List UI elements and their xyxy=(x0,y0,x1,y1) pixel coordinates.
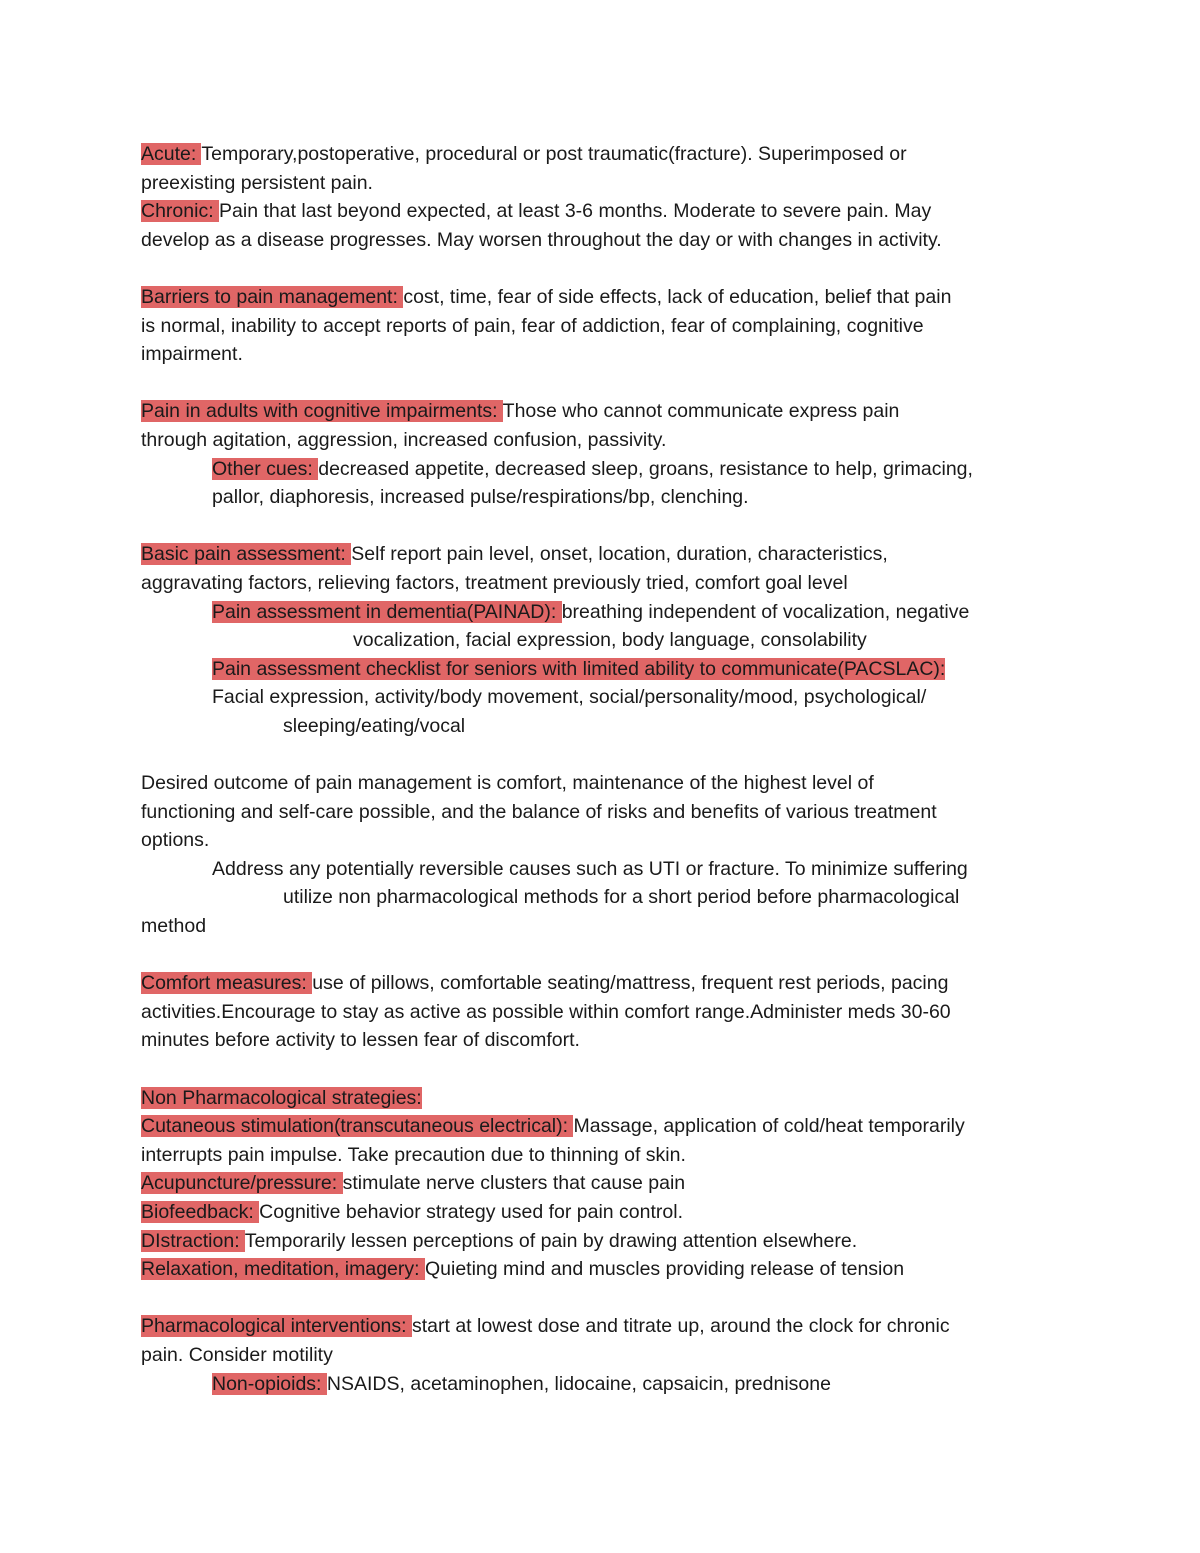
text-line xyxy=(141,197,1071,226)
line-text: Facial expression, activity/body movement, social/personality/mood, psychological/ xyxy=(212,686,927,709)
line-text: Quieting mind and muscles providing release of tension xyxy=(424,1258,905,1281)
line-text: functioning and self-care possible, and the balance of risks and benefits of various treatment xyxy=(141,800,937,823)
text-line xyxy=(141,540,1071,569)
text-line xyxy=(141,769,1071,798)
text-line xyxy=(141,140,1071,169)
text-line xyxy=(141,1255,1071,1284)
text-line xyxy=(141,1084,1071,1113)
line-text: vocalization, facial expression, body language, consolability xyxy=(353,629,867,652)
text-line xyxy=(141,1026,1071,1055)
line-text: interrupts pain impulse. Take precaution due to thinning of skin. xyxy=(141,1143,686,1166)
text-line xyxy=(141,998,1071,1027)
highlighted-term: Acute: xyxy=(141,143,202,165)
highlighted-term: Comfort measures: xyxy=(141,972,313,995)
line-text: sleeping/eating/vocal xyxy=(283,714,466,737)
line-text: Desired outcome of pain management is comfort, maintenance of the highest level of xyxy=(141,772,874,795)
line-text: start at lowest dose and titrate up, around the clock for chronic xyxy=(411,1315,950,1338)
highlighted-term: Pharmacological interventions: xyxy=(141,1315,412,1338)
line-text: Temporarily lessen perceptions of pain by drawing attention elsewhere. xyxy=(244,1229,858,1252)
line-text: Self report pain level, onset, location, duration, characteristics, xyxy=(351,543,888,566)
highlighted-term: Chronic: xyxy=(141,200,220,223)
text-line xyxy=(141,312,1071,341)
highlighted-term: Other cues: xyxy=(212,457,319,480)
highlighted-term: Acupuncture/pressure: xyxy=(141,1172,343,1195)
highlighted-term: DIstraction: xyxy=(141,1229,245,1252)
text-line xyxy=(141,1169,1071,1198)
text-line xyxy=(141,426,1071,455)
line-text: preexisting persistent pain. xyxy=(141,171,373,194)
text-line xyxy=(141,169,1071,198)
text-line xyxy=(141,1312,1071,1341)
text-line xyxy=(141,683,1071,712)
text-line xyxy=(141,912,1071,941)
line-text: pain. Consider motility xyxy=(141,1343,333,1366)
blank-line xyxy=(141,369,1071,398)
line-text: decreased appetite, decreased sleep, groans, resistance to help, grimacing, xyxy=(318,457,973,480)
line-text: use of pillows, comfortable seating/mattress, frequent rest periods, pacing xyxy=(312,972,949,995)
line-text: develop as a disease progresses. May worsen throughout the day or with changes in activity. xyxy=(141,228,942,251)
text-line xyxy=(141,283,1071,312)
text-line xyxy=(141,855,1071,884)
blank-line xyxy=(141,740,1071,769)
line-text: aggravating factors, relieving factors, treatment previously tried, comfort goal level xyxy=(141,571,848,594)
text-line xyxy=(141,226,1071,255)
text-line xyxy=(141,883,1071,912)
line-text: cost, time, fear of side effects, lack of education, belief that pain xyxy=(403,285,952,308)
blank-line xyxy=(141,1055,1071,1084)
highlighted-term: Non Pharmacological strategies: xyxy=(141,1086,422,1109)
highlighted-term: Basic pain assessment: xyxy=(141,543,352,566)
line-text: Those who cannot communicate express pain xyxy=(502,400,900,423)
highlighted-term: Barriers to pain management: xyxy=(141,285,404,308)
highlighted-term: Pain assessment checklist for seniors with limited ability to communicate(PACSLAC): xyxy=(212,657,946,680)
highlighted-term: Non-opioids: xyxy=(212,1372,327,1395)
line-text: NSAIDS, acetaminophen, lidocaine, capsaicin, prednisone xyxy=(326,1372,831,1395)
line-text: is normal, inability to accept reports of pain, fear of addiction, fear of complaining, cognitive xyxy=(141,314,924,337)
text-line xyxy=(141,569,1071,598)
line-text: Massage, application of cold/heat temporarily xyxy=(573,1115,965,1138)
highlighted-term: Relaxation, meditation, imagery: xyxy=(141,1258,425,1281)
text-line xyxy=(141,1198,1071,1227)
text-line xyxy=(141,969,1071,998)
highlighted-term: Pain assessment in dementia(PAINAD): xyxy=(212,600,562,623)
line-text: method xyxy=(141,915,207,938)
text-line xyxy=(141,712,1071,741)
line-text: options. xyxy=(141,829,210,852)
text-line xyxy=(141,483,1071,512)
line-text: Pain that last beyond expected, at least 3-6 months. Moderate to severe pain. May xyxy=(219,200,932,223)
blank-line xyxy=(141,512,1071,541)
text-line xyxy=(141,798,1071,827)
text-line xyxy=(141,1370,1071,1399)
line-text: stimulate nerve clusters that cause pain xyxy=(342,1172,686,1195)
highlighted-term: Pain in adults with cognitive impairments: xyxy=(141,400,503,423)
blank-line xyxy=(141,941,1071,970)
line-text: Address any potentially reversible causes such as UTI or fracture. To minimize suffering xyxy=(212,857,968,880)
highlighted-term: Biofeedback: xyxy=(141,1200,260,1223)
text-line xyxy=(141,655,1071,684)
text-line xyxy=(141,826,1071,855)
text-line xyxy=(141,340,1071,369)
line-text: activities.Encourage to stay as active as possible within comfort range.Administer meds 30-60 xyxy=(141,1000,951,1023)
line-text: utilize non pharmacological methods for a short period before pharmacological xyxy=(283,886,960,909)
line-text: through agitation, aggression, increased confusion, passivity. xyxy=(141,428,667,451)
line-text: breathing independent of vocalization, negative xyxy=(561,600,970,623)
text-line xyxy=(141,598,1071,627)
text-line xyxy=(141,397,1071,426)
text-line xyxy=(141,1227,1071,1256)
highlighted-term: Cutaneous stimulation(transcutaneous electrical): xyxy=(141,1115,574,1138)
line-text: minutes before activity to lessen fear of discomfort. xyxy=(141,1029,580,1052)
text-line xyxy=(141,1112,1071,1141)
document-page xyxy=(141,140,1071,1398)
text-line xyxy=(141,1341,1071,1370)
text-line xyxy=(141,1141,1071,1170)
line-text: Temporary,postoperative, procedural or post traumatic(fracture). Superimposed or xyxy=(201,143,907,165)
blank-line xyxy=(141,1284,1071,1313)
line-text: impairment. xyxy=(141,343,243,366)
text-line xyxy=(141,455,1071,484)
text-line xyxy=(141,626,1071,655)
blank-line xyxy=(141,254,1071,283)
line-text: Cognitive behavior strategy used for pain control. xyxy=(259,1200,683,1223)
line-text: pallor, diaphoresis, increased pulse/respirations/bp, clenching. xyxy=(212,486,749,509)
